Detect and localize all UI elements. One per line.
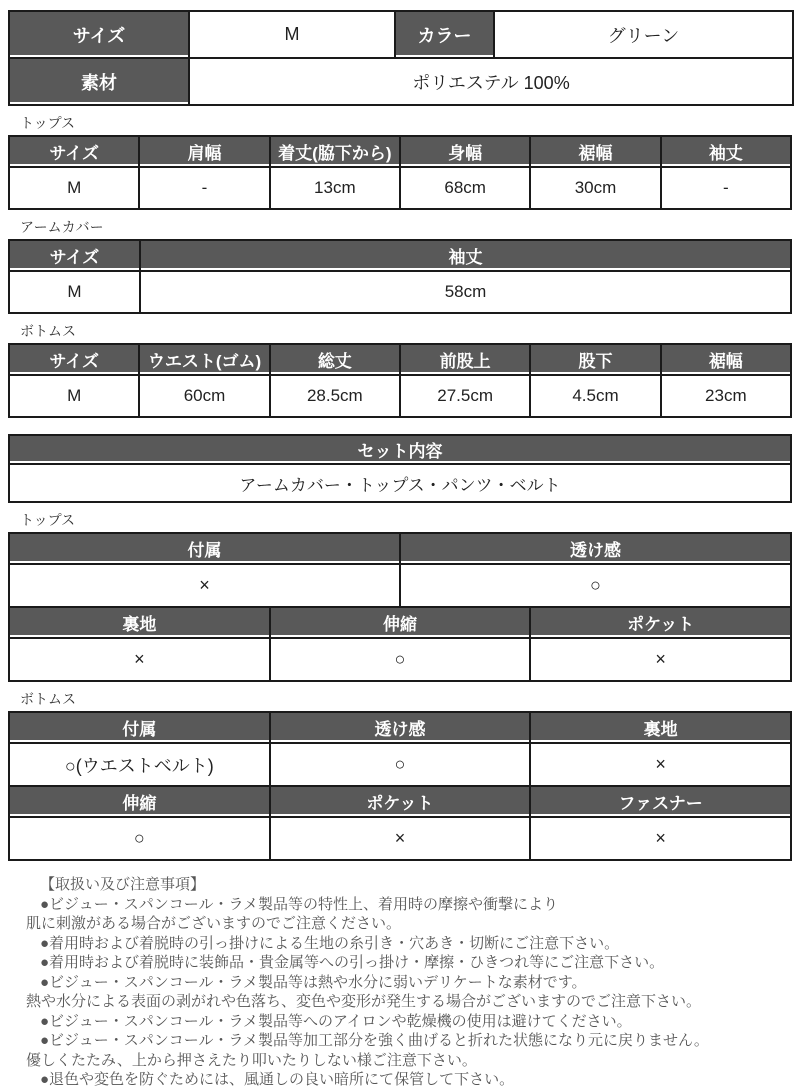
cell-value: ○ — [400, 564, 791, 607]
table-row — [9, 11, 793, 58]
column-header: 透け感 — [270, 712, 531, 743]
cell-value: 30cm — [530, 167, 660, 209]
column-header: サイズ — [9, 136, 139, 167]
cell-value: × — [9, 564, 400, 607]
cell-value: ○ — [9, 817, 270, 860]
color-header: カラー — [395, 11, 494, 58]
column-header: 袖丈 — [140, 240, 791, 271]
tops-detail-label: トップス — [20, 512, 76, 528]
care-note-line: 優しくたたみ、上から押さえたり叩いたりしない様ご注意下さい。 — [26, 1051, 477, 1069]
armcover-size-table — [8, 239, 792, 314]
table-row — [9, 533, 791, 564]
column-header: ポケット — [270, 786, 531, 817]
column-header: 裾幅 — [661, 344, 791, 375]
care-note-line: ●ビジュー・スパンコール・ラメ製品等は熱や水分に弱いデリケートな素材です。 — [40, 973, 587, 991]
set-contents-table — [8, 434, 792, 503]
cell-value: M — [9, 375, 139, 417]
care-note-line: ●着用時および着脱時の引っ掛けによる生地の糸引き・穴あき・切断にご注意下さい。 — [40, 934, 620, 952]
table-row — [9, 464, 791, 502]
care-notes-title: 【取扱い及び注意事項】 — [40, 876, 206, 893]
table-row — [9, 136, 791, 167]
cell-value: ○ — [270, 743, 531, 786]
column-header: 総丈 — [270, 344, 400, 375]
table-row — [9, 58, 793, 105]
set-contents-header: セット内容 — [9, 435, 791, 464]
care-note-line: 熱や水分による表面の剥がれや色落ち、変色や変形が発生する場合がございますのでご注意下さい。 — [26, 993, 702, 1010]
column-header: 透け感 — [400, 533, 791, 564]
column-header: 着丈(脇下から) — [270, 136, 400, 167]
cell-value: 68cm — [400, 167, 530, 209]
care-notes — [8, 875, 792, 1090]
cell-value: × — [530, 638, 791, 681]
column-header: 付属 — [9, 712, 270, 743]
cell-value: 4.5cm — [530, 375, 660, 417]
care-note-line: ●ビジュー・スパンコール・ラメ製品等加工部分を強く曲げると折れた状態になり元に戻りません。 — [40, 1032, 709, 1049]
column-header: 肩幅 — [139, 136, 269, 167]
table-row — [9, 271, 791, 313]
care-note-line: ●退色や変色を防ぐためには、風通しの良い暗所にて保管して下さい。 — [40, 1071, 515, 1088]
column-header: 身幅 — [400, 136, 530, 167]
cell-value: 13cm — [270, 167, 400, 209]
table-row — [9, 607, 791, 638]
care-note-line: ●ビジュー・スパンコール・ラメ製品等へのアイロンや乾燥機の使用は避けてください。 — [40, 1012, 632, 1030]
table-row — [9, 435, 791, 464]
tops-detail-table — [8, 532, 792, 682]
cell-value: × — [530, 743, 791, 786]
column-header: サイズ — [9, 344, 139, 375]
column-header: ウエスト(ゴム) — [139, 344, 269, 375]
table-row — [9, 817, 791, 860]
cell-value: × — [530, 817, 791, 860]
bottoms-size-label: ボトムス — [20, 323, 76, 339]
column-header: 前股上 — [400, 344, 530, 375]
cell-value: 60cm — [139, 375, 269, 417]
column-header: 裾幅 — [530, 136, 660, 167]
cell-value: 27.5cm — [400, 375, 530, 417]
column-header: 付属 — [9, 533, 400, 564]
cell-value: - — [661, 167, 791, 209]
color-value: グリーン — [494, 11, 793, 58]
cell-value: 58cm — [140, 271, 791, 313]
column-header: 裏地 — [9, 607, 270, 638]
size-value: M — [189, 11, 395, 58]
cell-value: M — [9, 271, 140, 313]
column-header: 伸縮 — [270, 607, 531, 638]
table-row — [9, 638, 791, 681]
column-header: ファスナー — [530, 786, 791, 817]
cell-value: ○(ウエストベルト) — [9, 743, 270, 786]
table-row — [9, 240, 791, 271]
material-header: 素材 — [9, 58, 189, 105]
cell-value: × — [9, 638, 270, 681]
column-header: 伸縮 — [9, 786, 270, 817]
care-note-line: ●ビジュー・スパンコール・ラメ製品等の特性上、着用時の摩擦や衝撃により — [40, 895, 559, 913]
cell-value: M — [9, 167, 139, 209]
column-header: 袖丈 — [661, 136, 791, 167]
size-header: サイズ — [9, 11, 189, 58]
cell-value: 28.5cm — [270, 375, 400, 417]
tops-size-table — [8, 135, 792, 210]
bottoms-detail-table — [8, 711, 792, 861]
table-row — [9, 375, 791, 417]
tops-size-label: トップス — [20, 115, 76, 131]
bottoms-size-table — [8, 343, 792, 418]
cell-value: × — [270, 817, 531, 860]
table-row — [9, 743, 791, 786]
table-row — [9, 564, 791, 607]
table-row — [9, 712, 791, 743]
material-value: ポリエステル 100% — [189, 58, 793, 105]
care-note-line: ●着用時および着脱時に装飾品・貴金属等への引っ掛け・摩擦・ひきつれ等にご注意下さい。 — [40, 954, 665, 971]
table-row — [9, 167, 791, 209]
summary-table — [8, 10, 794, 106]
table-row — [9, 786, 791, 817]
cell-value: ○ — [270, 638, 531, 681]
care-note-line: 肌に刺激がある場合がございますのでご注意ください。 — [26, 915, 402, 932]
table-row — [9, 344, 791, 375]
bottoms-detail-label: ボトムス — [20, 691, 76, 707]
column-header: ポケット — [530, 607, 791, 638]
cell-value: 23cm — [661, 375, 791, 417]
column-header: 股下 — [530, 344, 660, 375]
column-header: サイズ — [9, 240, 140, 271]
cell-value: - — [139, 167, 269, 209]
set-contents-value: アームカバー・トップス・パンツ・ベルト — [9, 464, 791, 502]
armcover-size-label: アームカバー — [20, 219, 104, 235]
column-header: 裏地 — [530, 712, 791, 743]
